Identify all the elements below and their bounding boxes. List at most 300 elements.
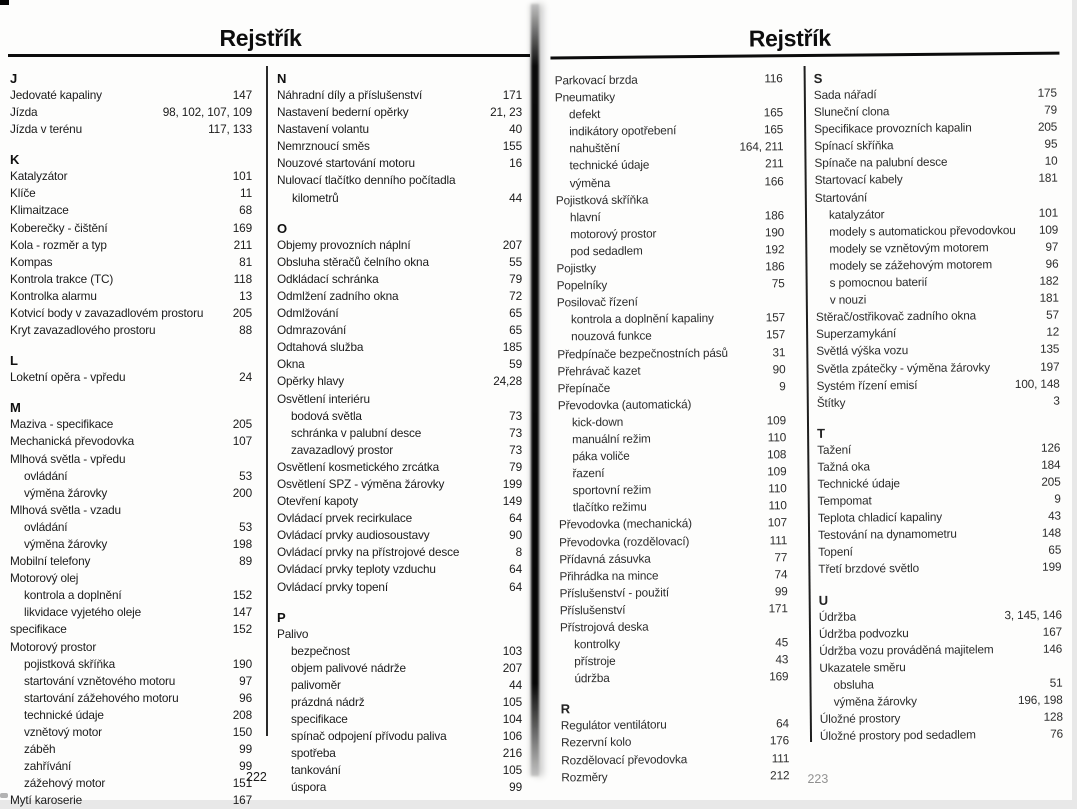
entry-label: Rezervní kolo [560, 735, 632, 750]
entry-label: výměna žárovky [24, 485, 108, 500]
index-entry [277, 459, 522, 476]
entry-page-number: 16 [509, 156, 522, 171]
entry-label: Kotvicí body v zavazadlovém prostoru [10, 306, 204, 321]
entry-page-number: 216 [502, 746, 522, 761]
entry-label: kontrola a doplnění kapaliny [570, 311, 714, 327]
entry-page-number: 148 [1041, 525, 1062, 541]
entry-page-number: 182 [1039, 273, 1059, 288]
entry-page-number: 64 [509, 579, 522, 594]
index-entry [10, 519, 252, 536]
entry-label: Přihrádka na mince [559, 568, 659, 584]
entry-label: Ukazatele směru [819, 659, 906, 675]
entry-label: Osvětlení interiéru [277, 391, 370, 406]
entry-label: Ovládací prvky teploty vzduchu [277, 562, 436, 577]
entry-label: Příslušenství - použití [559, 585, 670, 601]
entry-label: bezpečnost [291, 643, 350, 658]
section-letter: J [10, 71, 18, 86]
entry-page-number: 111 [769, 532, 788, 547]
index-entry [277, 237, 522, 254]
scan-artifact-top-left [0, 0, 9, 5]
entry-label: Loketní opěra - vpředu [10, 370, 126, 385]
index-group [814, 68, 1060, 412]
index-entry [277, 254, 522, 271]
entry-page-number: 53 [239, 519, 252, 534]
entry-label: vznětový motor [24, 725, 102, 739]
index-entry [10, 202, 252, 219]
entry-page-number: 9 [1054, 491, 1061, 506]
entry-page-number: 116 [764, 71, 783, 86]
entry-label: sportovní režim [572, 482, 652, 498]
entry-page-number: 196, 198 [1017, 692, 1063, 708]
entry-label: Odmlžování [277, 306, 339, 321]
entry-page-number: 157 [765, 310, 786, 325]
entry-page-number: 95 [1044, 136, 1058, 152]
index-entry [277, 356, 522, 373]
entry-label: výměna žárovky [833, 693, 917, 709]
section-letter: T [817, 425, 825, 441]
entry-page-number: 73 [509, 425, 522, 440]
index-entry [277, 579, 522, 596]
index-entry [560, 634, 788, 653]
index-entry [10, 485, 252, 502]
index-entry [277, 305, 522, 322]
index-entry [277, 425, 522, 442]
index-entry [10, 271, 252, 288]
entry-label: Odmrazování [277, 323, 347, 338]
entry-page-number: 98, 102, 107, 109 [162, 105, 252, 120]
index-entry [558, 378, 786, 397]
entry-label: Převodovka (rozdělovací) [559, 533, 690, 549]
entry-label: Sada nářadí [813, 87, 877, 102]
entry-page-number: 165 [763, 105, 784, 120]
entry-label: Nouzové startování motoru [277, 156, 415, 171]
entry-page-number: 11 [240, 186, 252, 201]
left-column-divider [266, 66, 268, 736]
index-entry [10, 322, 252, 339]
entry-label: Tažná oka [817, 459, 870, 474]
index-group [819, 589, 1063, 745]
entry-label: Klimaitzace [10, 203, 69, 218]
entry-label: likvidace vyjetého oleje [24, 605, 142, 620]
index-entry [10, 604, 252, 621]
entry-page-number: 192 [765, 242, 785, 257]
entry-page-number: 107 [232, 434, 252, 449]
index-entry [559, 532, 787, 551]
index-group [10, 151, 252, 339]
entry-page-number: 81 [239, 254, 252, 269]
section-letter: R [560, 701, 571, 717]
index-entry [277, 626, 522, 643]
entry-label: Údržba vozu prováděná majitelem [819, 641, 994, 658]
entry-label: Opěrky hlavy [277, 374, 345, 389]
entry-label: Ovládací prvky na přístrojové desce [277, 545, 460, 560]
left-header-rule [8, 54, 530, 57]
entry-page-number: 59 [509, 357, 522, 372]
index-entry [555, 122, 783, 141]
entry-label: kick-down [571, 414, 624, 430]
entry-label: Příslušenství [559, 602, 626, 618]
entry-page-number: 118 [233, 271, 252, 286]
entry-page-number: 190 [232, 656, 252, 671]
entry-label: zahřívání [24, 759, 72, 774]
index-entry [10, 369, 252, 386]
right-page-title: Rejstřík [748, 24, 831, 52]
entry-page-number: 99 [239, 759, 252, 774]
entry-label: Kontrolka alarmu [10, 288, 97, 303]
entry-page-number: 44 [509, 677, 522, 692]
index-entry [277, 408, 522, 425]
entry-page-number: 181 [1039, 290, 1059, 305]
entry-page-number: 21, 23 [490, 105, 522, 120]
index-entry [557, 275, 785, 294]
index-entry [558, 412, 786, 431]
entry-label: katalyzátor [828, 206, 885, 222]
entry-label: modely se zážehovým motorem [829, 257, 993, 273]
entry-label: Maziva - specifikace [10, 417, 114, 432]
entry-page-number: 198 [232, 536, 252, 551]
index-entry [277, 561, 522, 578]
index-entry [556, 207, 784, 226]
entry-page-number: 205 [1037, 119, 1058, 134]
entry-label: Mytí karoserie [10, 793, 82, 808]
index-entry [10, 673, 252, 690]
entry-label: Tempomat [817, 493, 872, 508]
entry-label: nahuštění [569, 141, 620, 156]
section-letter: L [10, 353, 18, 369]
entry-page-number: 109 [767, 464, 787, 479]
entry-label: Přístrojová deska [559, 619, 649, 635]
entry-label: Úložné prostory [819, 711, 901, 727]
entry-page-number: 79 [509, 459, 522, 474]
entry-page-number: 211 [233, 237, 252, 252]
entry-label: Světlá výška vozu [816, 343, 909, 359]
index-entry [10, 621, 252, 638]
entry-label: Motorový prostor [10, 639, 97, 654]
section-letter: K [10, 152, 20, 168]
entry-label: Testování na dynamometru [817, 526, 957, 543]
entry-page-number: 12 [1046, 324, 1060, 340]
entry-page-number: 57 [1046, 307, 1060, 322]
index-entry [560, 668, 788, 687]
entry-label: Světla zpátečky - výměna žárovky [816, 359, 991, 376]
entry-label: Náhradní díly a příslušenství [277, 88, 423, 102]
scan-artifact-bottom-left [0, 793, 8, 798]
entry-label: Kola - rozměr a typ [10, 237, 107, 252]
index-entry [277, 339, 522, 356]
entry-label: kontrolky [574, 636, 621, 652]
entry-label: technické údaje [569, 157, 650, 173]
right-page-number: 223 [807, 771, 829, 787]
index-group [277, 70, 522, 207]
entry-page-number: 99 [509, 780, 522, 795]
entry-page-number: 169 [232, 220, 252, 235]
index-entry [277, 87, 522, 104]
entry-label: údržba [574, 671, 610, 686]
entry-label: Startovací kabely [814, 172, 903, 188]
index-entry [10, 451, 252, 468]
entry-label: Topení [818, 544, 853, 560]
index-entry [559, 515, 787, 534]
entry-page-number: 212 [770, 767, 790, 783]
entry-label: tankování [291, 763, 341, 778]
entry-page-number: 64 [509, 511, 522, 526]
index-entry [557, 292, 785, 311]
index-entry [560, 651, 788, 670]
index-entry [10, 121, 252, 138]
entry-label: Pojistky [556, 261, 597, 276]
entry-page-number: 24,28 [493, 374, 522, 389]
entry-page-number: 99 [774, 584, 788, 599]
index-entry [277, 138, 522, 155]
entry-label: Převodovka (automatická) [557, 396, 692, 413]
entry-label: Přehrávač kazet [557, 363, 641, 379]
entry-label: Ovládací prvky audiosoustavy [277, 528, 430, 543]
entry-label: Parkovací brzda [554, 72, 638, 88]
entry-page-number: 111 [771, 750, 790, 765]
entry-page-number: 64 [509, 562, 522, 577]
entry-label: Spínače na palubní desce [814, 155, 948, 171]
entry-page-number: 68 [239, 203, 252, 218]
entry-page-number: 89 [239, 554, 252, 569]
entry-page-number: 185 [502, 340, 522, 355]
entry-label: Odtahová služba [277, 340, 364, 355]
entry-label: specifikace [291, 712, 348, 727]
entry-label: pod sedadlem [570, 243, 643, 259]
index-entry [277, 728, 522, 745]
entry-label: Posilovač řízení [556, 294, 638, 310]
entry-page-number: 106 [502, 729, 522, 744]
entry-page-number: 152 [232, 622, 252, 637]
entry-label: modely s automatickou převodovkou [829, 222, 1016, 239]
index-entry [277, 373, 522, 390]
entry-page-number: 128 [1043, 709, 1063, 724]
entry-page-number: 147 [232, 88, 252, 102]
entry-label: Pojistková skříňka [555, 192, 649, 208]
entry-label: Úložné prostory pod sedadlem [819, 727, 976, 744]
index-entry [820, 726, 1063, 745]
index-entry [277, 660, 522, 677]
entry-page-number: 164, 211 [739, 139, 784, 155]
entry-label: Jedovaté kapaliny [10, 88, 102, 102]
index-entry [556, 173, 784, 192]
entry-page-number: 13 [239, 288, 252, 303]
entry-page-number: 79 [509, 271, 522, 286]
entry-page-number: 157 [765, 327, 786, 342]
entry-label: Spínací skříňka [814, 138, 894, 154]
entry-page-number: 207 [502, 237, 522, 252]
index-entry [561, 750, 789, 769]
index-entry [10, 707, 252, 724]
index-entry [558, 446, 786, 465]
index-entry [277, 544, 522, 561]
index-entry [557, 327, 785, 346]
index-column-1 [10, 70, 252, 809]
entry-page-number: 53 [239, 468, 252, 483]
index-entry [10, 587, 252, 604]
entry-label: Nastavení bederní opěrky [277, 105, 409, 120]
index-group [10, 352, 252, 386]
index-entry [10, 690, 252, 707]
entry-label: Přepínače [557, 380, 611, 396]
index-entry [277, 779, 522, 796]
entry-page-number: 167 [1042, 624, 1063, 639]
index-entry [277, 527, 522, 544]
entry-page-number: 175 [1037, 85, 1057, 100]
entry-label: motorový prostor [570, 226, 657, 242]
entry-page-number: 186 [765, 259, 785, 274]
index-entry [10, 775, 252, 792]
index-entry [556, 258, 784, 277]
entry-label: Údržba [818, 609, 857, 624]
entry-label: nouzová funkce [571, 328, 652, 344]
entry-page-number: 73 [509, 408, 522, 423]
entry-page-number: 44 [509, 190, 522, 205]
entry-page-number: 155 [502, 139, 522, 154]
index-entry [277, 745, 522, 762]
entry-page-number: 104 [502, 712, 522, 727]
index-entry [277, 694, 522, 711]
entry-label: bodová světla [291, 408, 362, 423]
book-spine-shadow [531, 4, 539, 776]
index-entry [277, 155, 522, 172]
entry-page-number: 166 [764, 173, 784, 188]
entry-page-number: 107 [767, 515, 788, 530]
entry-label: schránka v palubní desce [291, 425, 422, 440]
index-entry [818, 559, 1061, 578]
entry-page-number: 171 [502, 88, 522, 102]
entry-page-number: 9 [779, 378, 786, 393]
entry-page-number: 79 [1044, 102, 1058, 117]
entry-label: Nemrznoucí směs [277, 139, 370, 154]
index-entry [817, 392, 1060, 411]
index-entry [10, 536, 252, 553]
index-entry [558, 463, 786, 482]
entry-label: prázdná nádrž [291, 695, 365, 709]
entry-label: ovládání [24, 519, 68, 534]
index-entry [277, 172, 522, 206]
index-entry [277, 288, 522, 305]
entry-page-number: 205 [1041, 474, 1061, 489]
entry-page-number: 186 [764, 207, 785, 223]
entry-label: spotřeba [291, 746, 336, 761]
index-entry [10, 741, 252, 758]
entry-page-number: 108 [766, 447, 787, 462]
index-entry [10, 237, 252, 254]
entry-label: modely se vznětovým motorem [829, 240, 989, 256]
index-column-4 [814, 68, 1063, 746]
index-entry [557, 361, 785, 380]
entry-label: Stěrač/ostřikovač zadního okna [815, 308, 977, 325]
entry-label: Objemy provozních náplní [277, 237, 411, 252]
entry-label: startování zážehového motoru [24, 690, 179, 705]
entry-page-number: 105 [502, 695, 522, 709]
index-column-3 [555, 70, 790, 786]
entry-page-number: 31 [772, 344, 786, 359]
entry-label: úspora [291, 780, 327, 795]
entry-label: Ovládací prvky topení [277, 579, 388, 594]
index-entry [558, 429, 786, 448]
index-entry [10, 104, 252, 121]
entry-label: hlavní [569, 209, 601, 225]
index-column-2 [277, 70, 522, 797]
entry-label: technické údaje [24, 707, 104, 722]
entry-label: přístroje [574, 654, 616, 669]
index-entry [555, 156, 783, 175]
entry-page-number: 65 [509, 306, 522, 321]
entry-label: Třetí brzdové světlo [818, 561, 920, 577]
entry-page-number: 75 [771, 276, 785, 291]
entry-label: Štítky [816, 395, 846, 410]
entry-page-number: 165 [763, 122, 784, 137]
index-entry [10, 305, 252, 322]
index-entry [277, 762, 522, 779]
entry-page-number: 43 [1047, 508, 1061, 523]
entry-page-number: 146 [1042, 641, 1063, 656]
entry-page-number: 96 [1045, 256, 1059, 271]
entry-page-number: 105 [502, 763, 522, 778]
section-letter: O [277, 220, 287, 236]
entry-page-number: 64 [775, 716, 789, 731]
index-entry [557, 310, 785, 329]
index-entry [10, 758, 252, 775]
entry-label: zážehový motor [24, 776, 106, 791]
index-entry [556, 241, 784, 260]
entry-page-number: 99 [239, 742, 252, 757]
index-entry [277, 391, 522, 408]
entry-label: kontrola a doplnění [24, 588, 122, 603]
index-entry [277, 322, 522, 339]
entry-label: Mlhová světla - vzadu [10, 502, 121, 517]
entry-label: Otevření kapoty [277, 494, 359, 509]
entry-page-number: 200 [232, 485, 252, 500]
entry-label: objem palivové nádrže [291, 660, 406, 675]
index-entry [561, 733, 789, 752]
entry-label: Mlhová světla - vpředu [10, 451, 126, 466]
entry-page-number: 135 [1039, 342, 1060, 357]
entry-label: Teplota chladicí kapaliny [817, 509, 943, 526]
entry-page-number: 169 [769, 669, 789, 684]
index-group [561, 699, 790, 787]
entry-label: Katalyzátor [10, 169, 68, 184]
entry-label: Kryt zavazadlového prostoru [10, 323, 156, 338]
entry-label: Obsluha stěračů čelního okna [277, 254, 429, 269]
index-entry [559, 549, 787, 568]
entry-page-number: 110 [767, 430, 787, 445]
entry-page-number: 211 [765, 156, 784, 171]
entry-label: Odmlžení zadního okna [277, 288, 399, 303]
entry-page-number: 176 [769, 733, 790, 748]
index-entry [560, 617, 788, 636]
entry-label: startování vznětového motoru [24, 673, 176, 688]
entry-label: s pomocnou baterií [829, 274, 928, 290]
entry-label: tlačítko režimu [572, 499, 647, 515]
entry-label: palivoměr [291, 677, 341, 692]
index-entry [10, 468, 252, 485]
entry-page-number: 190 [764, 225, 785, 240]
index-entry [10, 220, 252, 237]
index-entry [555, 139, 783, 158]
entry-page-number: 90 [509, 528, 522, 543]
entry-label: Motorový olej [10, 571, 79, 586]
index-entry [555, 70, 783, 89]
index-entry [277, 121, 522, 138]
index-entry [10, 168, 252, 185]
entry-label: Jízda v terénu [10, 122, 82, 137]
entry-label: Tažení [817, 442, 852, 457]
entry-label: Palivo [277, 626, 309, 641]
entry-page-number: 184 [1041, 457, 1061, 472]
entry-page-number: 55 [509, 254, 522, 269]
